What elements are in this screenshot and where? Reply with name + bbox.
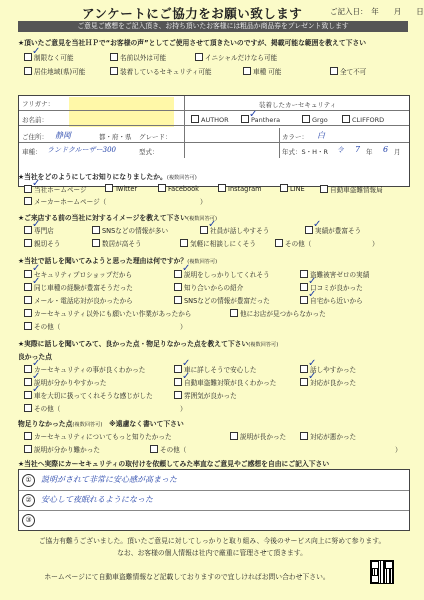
check-mark-icon: ✓ xyxy=(208,219,217,230)
check-mark-icon: ✓ xyxy=(308,276,317,287)
checkbox[interactable] xyxy=(300,378,308,386)
know-option-line[interactable]: LINE xyxy=(280,184,305,193)
check-mark-icon: ✓ xyxy=(308,358,317,369)
checkbox[interactable] xyxy=(174,365,182,373)
checkbox[interactable] xyxy=(300,365,308,373)
checkbox[interactable] xyxy=(24,197,32,205)
month-unit: 月 xyxy=(394,148,401,156)
year-unit: 年 xyxy=(366,148,373,156)
know-option-theft-info[interactable]: 自動車盗難情報局 xyxy=(320,184,383,194)
checkbox[interactable] xyxy=(24,445,32,453)
image-option-track-record[interactable]: ✓ 実績が豊富そう xyxy=(305,225,361,235)
checkbox[interactable] xyxy=(24,378,32,386)
reason-option-other-work[interactable]: カーセキュリティ以外にも願いたい作業があったから xyxy=(24,308,191,318)
checkbox[interactable] xyxy=(150,445,158,453)
checkbox[interactable] xyxy=(300,296,308,304)
opinion-row[interactable]: ③ xyxy=(19,510,409,530)
check-mark-icon: ✓ xyxy=(313,219,322,230)
date-field[interactable]: ご記入日： 年 月 日 xyxy=(330,7,424,16)
image-option-intimidating[interactable]: 数居が高そう xyxy=(92,238,142,248)
thanks-text: ご協力有難うございました。頂いたご意見に対してしっかりと取り組み、今後のサービス向上に努めて参ります。 xyxy=(38,537,386,545)
know-option-homepage[interactable]: ✓ 当社ホームページ xyxy=(24,184,87,194)
opinion-question-heading: ★当社へ実際にカーセキュリティの取付けを依頼してみた率直なご意見やご感想を自由にご記入下さい xyxy=(18,460,330,468)
know-option-twitter[interactable]: Twitter xyxy=(105,184,137,193)
year-label: 年式：S・H・R xyxy=(282,148,329,156)
checkbox[interactable] xyxy=(24,432,32,440)
reason-option-explain[interactable]: ✓ 説明をしっかりしてくれそう xyxy=(174,269,270,279)
reason-option-no-other-shop[interactable]: 他にお店が見つからなかった xyxy=(230,308,326,318)
checkbox[interactable] xyxy=(110,67,118,75)
check-mark-icon: ✓ xyxy=(182,263,191,274)
bad-option-want-more[interactable]: カーセキュリティについてもっと知りたかった xyxy=(24,431,172,441)
furigana-label: フリガナ： xyxy=(22,100,55,108)
checkbox[interactable] xyxy=(105,184,113,192)
reason-option-reviews[interactable]: ✓ 口コミが良かった xyxy=(300,282,363,292)
good-option-understood[interactable]: ✓ カーセキュリティの事が良くわかった xyxy=(24,364,145,374)
hp-option-prefecture[interactable]: 居住地域(県)可能 xyxy=(24,66,85,76)
checkbox[interactable] xyxy=(110,53,118,61)
check-mark-icon: ✓ xyxy=(308,371,317,382)
security-option-author[interactable]: AUTHOR xyxy=(191,115,229,124)
check-mark-icon: ✓ xyxy=(32,371,41,382)
survey-title: アンケートにご協力をお願い致します xyxy=(82,6,303,21)
qr-code-icon[interactable] xyxy=(370,560,394,584)
check-mark-icon: ✓ xyxy=(32,46,41,57)
hp-option-none[interactable]: 全て不可 xyxy=(330,66,366,76)
image-option-hard-to-consult[interactable]: 気軽に相談しにくそう xyxy=(180,238,256,248)
reason-option-referral[interactable]: 知り合いからの紹介 xyxy=(174,282,243,292)
hp-option-car[interactable]: 車種 可能 xyxy=(243,66,281,76)
check-mark-icon: ✓ xyxy=(32,219,41,230)
opinion-box xyxy=(18,469,410,531)
checkbox[interactable] xyxy=(92,239,100,247)
security-title: 装着したカーセキュリティ xyxy=(259,101,337,109)
privacy-text: なお、お客様の個人情報は社内で厳重に管理させて頂きます。 xyxy=(117,549,307,557)
security-option-clifford[interactable]: CLIFFORD xyxy=(342,115,384,124)
checkbox[interactable] xyxy=(305,226,313,234)
feedback-question-heading: ★実際に話しを聞いてみて、良かった点・物足りなかった点を教えて下さい(複数回答可) xyxy=(18,340,279,348)
image-option-kind[interactable]: 親切そう xyxy=(24,238,60,248)
checkbox[interactable] xyxy=(24,53,32,61)
check-mark-icon: ✓ xyxy=(32,263,41,274)
good-option-service[interactable]: ✓ 対応が良かった xyxy=(300,377,356,387)
check-mark-icon: ✓ xyxy=(32,276,41,287)
good-option-careful[interactable]: ✓ 車を大切に扱ってくれそうな感じがした xyxy=(24,390,153,400)
checkbox[interactable] xyxy=(24,67,32,75)
bad-option-poor-service[interactable]: 対応が悪かった xyxy=(300,431,356,441)
good-option-theft-measures[interactable]: ✓ 自動車盗難対策が良くわかった xyxy=(174,377,276,387)
checkbox[interactable] xyxy=(280,184,288,192)
check-mark-icon: ✓ xyxy=(182,358,191,369)
checkbox[interactable] xyxy=(24,391,32,399)
check-mark-icon: ✓ xyxy=(308,289,317,300)
name-label: お名前： xyxy=(22,116,48,124)
image-option-specialist[interactable]: ✓ 専門店 xyxy=(24,225,54,235)
checkbox[interactable] xyxy=(24,296,32,304)
checkbox[interactable] xyxy=(24,185,32,193)
hp-question-heading: ★頂いたご意見を当社ＨＰで“お客様の声”としてご使用させて頂きたいのですが、掲載可能な範囲を教えて下さい xyxy=(18,39,367,47)
bad-points-subheading: 物足りなかった点(複数回答可) ※遠慮なく書いて下さい xyxy=(18,420,184,428)
reason-option-zero-theft[interactable]: 盗難被害ゼロの実績 xyxy=(300,269,369,279)
know-question-heading: ★当社をどのようにしてお知りになりましたか。(複数回答可) xyxy=(18,173,197,181)
hp-option-security[interactable]: 装着しているセキュリティ可能 xyxy=(110,66,212,76)
checkbox[interactable] xyxy=(174,283,182,291)
bad-option-long[interactable]: 説明が長かった xyxy=(230,431,286,441)
hp-option-unlimited[interactable]: ✓ 制限なく可能 xyxy=(24,52,74,62)
reason-option-other[interactable]: その他（ xyxy=(24,321,60,331)
good-option-clear-explanation[interactable]: ✓ 説明が分かりやすかった xyxy=(24,377,107,387)
checkbox[interactable] xyxy=(191,115,199,123)
check-mark-icon: ✓ xyxy=(249,109,258,120)
checkbox[interactable] xyxy=(24,283,32,291)
know-option-facebook[interactable]: Facebook xyxy=(158,184,199,193)
reason-option-pro-shop[interactable]: ✓ セキュリティプロショップだから xyxy=(24,269,132,279)
good-option-other[interactable]: その他（ xyxy=(24,403,60,413)
checkbox[interactable] xyxy=(24,365,32,373)
reason-question-heading: ★当社で話しを聞いてみようと思った理由は何ですか？(複数回答可) xyxy=(18,257,218,265)
reason-option-same-model[interactable]: ✓ 同じ車種の経験が豊富そうだった xyxy=(24,282,133,292)
model-label: 型式： xyxy=(139,148,159,156)
checkbox[interactable] xyxy=(230,309,238,317)
year-value[interactable]: 7 xyxy=(355,145,361,154)
month-value[interactable]: 6 xyxy=(383,145,389,154)
checkbox[interactable] xyxy=(174,296,182,304)
checkbox[interactable] xyxy=(330,67,338,75)
bad-option-unclear[interactable]: 説明が分かり難かった xyxy=(24,444,100,454)
good-option-atmosphere[interactable]: 雰囲気が良かった xyxy=(174,390,237,400)
opinion-row[interactable]: ② 安心して夜眠れるようになった xyxy=(19,490,409,511)
checkbox[interactable] xyxy=(302,115,310,123)
checkbox[interactable] xyxy=(275,239,283,247)
checkbox[interactable] xyxy=(342,115,350,123)
checkbox[interactable] xyxy=(24,309,32,317)
checkbox[interactable] xyxy=(300,270,308,278)
checkbox[interactable] xyxy=(300,432,308,440)
checkbox[interactable] xyxy=(24,226,32,234)
checkbox[interactable] xyxy=(180,239,188,247)
know-option-instagram[interactable]: Instagram xyxy=(218,184,262,193)
checkbox[interactable] xyxy=(24,322,32,330)
checkbox[interactable] xyxy=(174,391,182,399)
checkbox[interactable] xyxy=(24,239,32,247)
address-suffix: 都・府・県 xyxy=(99,133,132,141)
address-value[interactable]: 静岡 xyxy=(55,131,71,140)
check-mark-icon: ✓ xyxy=(182,371,191,382)
image-option-sns[interactable]: SNSなどの情報が多い xyxy=(92,225,168,235)
check-mark-icon: ✓ xyxy=(32,358,41,369)
image-question-heading: ★ご来店する前の当社に対するイメージを教えて下さい(複数回答可) xyxy=(18,214,218,222)
security-option-panthera[interactable]: ✓ Panthera xyxy=(241,115,280,124)
checkbox[interactable] xyxy=(320,185,328,193)
reason-option-near-home[interactable]: ✓ 自宅から近いから xyxy=(300,295,363,305)
reason-option-sns-info[interactable]: SNSなどの情報が豊富だった xyxy=(174,295,270,305)
car-label: 車種： xyxy=(22,148,42,156)
checkbox[interactable] xyxy=(230,432,238,440)
opinion-row[interactable]: ① 説明がされて非常に安心感が高まった xyxy=(19,470,409,491)
grade-label: グレード： xyxy=(139,133,172,141)
good-points-subheading: 良かった点 xyxy=(18,353,52,361)
image-option-staff-friendly[interactable]: ✓ 社員が話しやすそう xyxy=(200,225,269,235)
checkbox[interactable] xyxy=(195,53,203,61)
checkbox[interactable] xyxy=(243,67,251,75)
color-value[interactable]: 白 xyxy=(317,131,325,140)
reason-option-response[interactable]: メール・電話応対が良かったから xyxy=(24,295,133,305)
hp-option-except-name[interactable]: 名前以外は可能 xyxy=(110,52,166,62)
checkbox[interactable] xyxy=(300,283,308,291)
check-mark-icon: ✓ xyxy=(32,178,41,189)
checkbox[interactable] xyxy=(24,270,32,278)
checkbox[interactable] xyxy=(241,115,249,123)
checkbox[interactable] xyxy=(218,184,226,192)
checkbox[interactable] xyxy=(24,404,32,412)
checkbox[interactable] xyxy=(174,270,182,278)
checkbox[interactable] xyxy=(200,226,208,234)
car-value[interactable]: ランドクルーザー300 xyxy=(47,146,117,154)
good-option-easy-talk[interactable]: ✓ 話しやすかった xyxy=(300,364,356,374)
checkbox[interactable] xyxy=(92,226,100,234)
checkbox[interactable] xyxy=(158,184,166,192)
year-era-value[interactable]: 令 xyxy=(337,146,344,154)
image-option-other[interactable]: その他（ xyxy=(275,238,311,248)
color-label: カラー： xyxy=(282,133,308,141)
know-option-maker[interactable]: メーカーホームページ（ xyxy=(24,196,106,206)
homepage-text: ホームページにて自動車盗難情報など記載しておりますので宜しければお問い合わせ下さい。 xyxy=(44,573,330,581)
check-mark-icon: ✓ xyxy=(32,384,41,395)
address-label: ご住所： xyxy=(22,133,48,141)
good-option-car-knowledge[interactable]: ✓ 車に詳しそうで安心した xyxy=(174,364,257,374)
bad-option-other[interactable]: その他（ xyxy=(150,444,186,454)
security-option-grgo[interactable]: Grgo xyxy=(302,115,328,124)
checkbox[interactable] xyxy=(174,378,182,386)
gift-banner: ご意見ご感想をご記入頂き、お持ち頂いたお客様には粗品か商品券をプレゼント致します xyxy=(18,21,408,32)
hp-option-initial[interactable]: イニシャルだけなら可能 xyxy=(195,52,277,62)
